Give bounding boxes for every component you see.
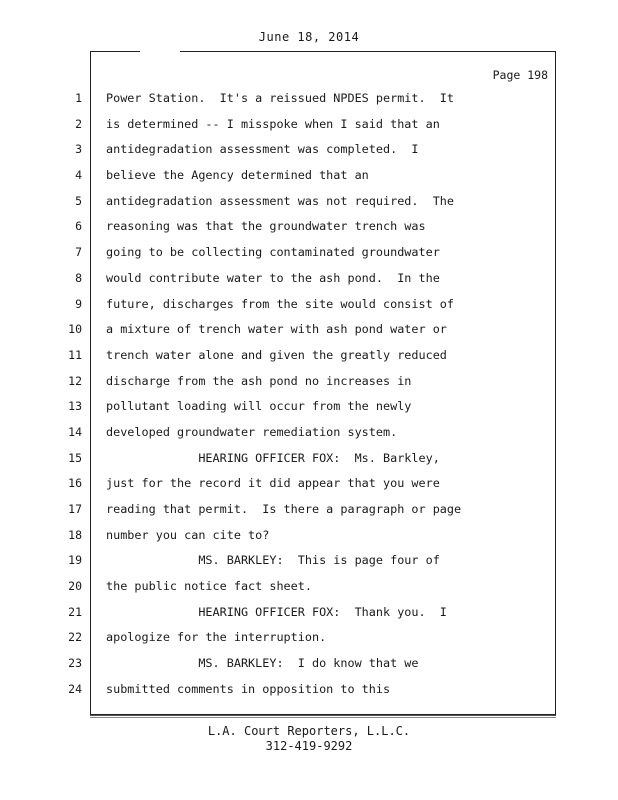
line-number: 6	[75, 219, 82, 234]
reporter-company: L.A. Court Reporters, L.L.C.	[207, 724, 411, 738]
transcript-line: developed groundwater remediation system.	[106, 424, 398, 439]
page-number: Page 198	[492, 68, 548, 82]
transcript-line: HEARING OFFICER FOX: Ms. Barkley,	[106, 450, 440, 465]
line-number: 18	[68, 527, 82, 542]
header-date: June 18, 2014	[258, 30, 360, 44]
transcript-line: antidegradation assessment was completed. I	[106, 142, 419, 157]
transcript-line: believe the Agency determined that an	[106, 168, 369, 183]
transcript-line: pollutant loading will occur from the newly	[106, 399, 412, 414]
line-number: 8	[75, 270, 82, 285]
transcript-line: reading that permit. Is there a paragraph or page	[106, 502, 462, 516]
transcript-body	[106, 90, 546, 707]
transcript-line: the public notice fact sheet.	[106, 579, 312, 594]
line-number: 9	[75, 296, 82, 311]
transcript-line: antidegradation assessment was not required. The	[106, 193, 455, 208]
transcript-line: HEARING OFFICER FOX: Thank you. I	[106, 604, 447, 619]
line-number: 5	[75, 193, 82, 208]
line-number-column	[56, 90, 82, 707]
line-number: 14	[68, 424, 82, 439]
line-number: 7	[75, 245, 82, 260]
transcript-line: future, discharges from the site would consist of	[106, 296, 455, 311]
line-number: 24	[68, 681, 82, 696]
line-number: 13	[68, 399, 82, 414]
line-number: 22	[68, 630, 82, 645]
line-number: 11	[68, 347, 82, 362]
line-number: 2	[75, 116, 82, 131]
line-number: 19	[68, 553, 82, 568]
line-number: 17	[68, 502, 82, 516]
transcript-line: discharge from the ash pond no increases in	[106, 373, 412, 388]
transcript-line: MS. BARKLEY: This is page four of	[106, 553, 440, 568]
line-number: 16	[68, 476, 82, 491]
transcript-line: Power Station. It's a reissued NPDES permit. It	[106, 91, 455, 105]
transcript-line: is determined -- I misspoke when I said that an	[106, 116, 440, 131]
line-number: 3	[75, 142, 82, 157]
transcript-line: submitted comments in opposition to this	[106, 681, 391, 696]
transcript-line: trench water alone and given the greatly reduced	[106, 347, 447, 362]
line-number: 1	[75, 91, 82, 105]
line-number: 23	[68, 656, 82, 671]
transcript-line: reasoning was that the groundwater trench was	[106, 219, 426, 234]
transcript-line: number you can cite to?	[106, 527, 270, 542]
line-number: 12	[68, 373, 82, 388]
line-number: 20	[68, 579, 82, 594]
transcript-line: a mixture of trench water with ash pond water or	[106, 322, 447, 337]
line-number: 4	[75, 168, 82, 183]
transcript-line: MS. BARKLEY: I do know that we	[106, 656, 419, 671]
line-number: 21	[68, 604, 82, 619]
frame-bottom-rule	[90, 715, 556, 718]
line-number: 10	[68, 322, 82, 337]
transcript-line: going to be collecting contaminated groundwater	[106, 245, 440, 260]
transcript-line: apologize for the interruption.	[106, 630, 327, 645]
transcript-line: would contribute water to the ash pond. In the	[106, 270, 440, 285]
reporter-phone: 312-419-9292	[265, 739, 353, 753]
line-number: 15	[68, 450, 82, 465]
footer	[0, 724, 618, 754]
frame-top-gap	[140, 48, 180, 53]
transcript-line: just for the record it did appear that you were	[106, 476, 440, 491]
